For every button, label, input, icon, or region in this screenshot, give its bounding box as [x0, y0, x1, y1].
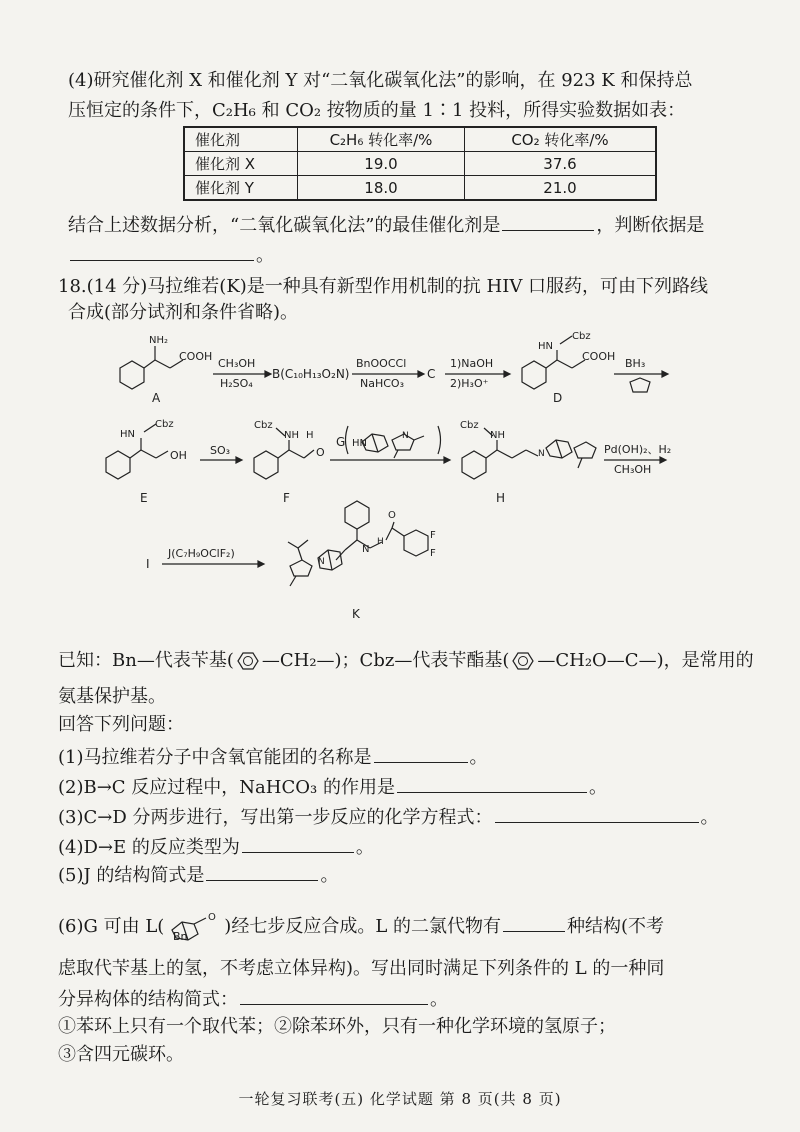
table-row	[184, 176, 656, 201]
label-e: E	[140, 491, 148, 505]
subquestion-6-line3	[58, 986, 740, 1013]
period: 。	[588, 777, 607, 798]
table-row	[184, 152, 656, 176]
catalyst-data-table	[183, 126, 657, 201]
q17-4-line1: (4)研究催化剂 X 和催化剂 Y 对“二氧化碳氧化法”的影响，在 923 K 和保持总	[68, 70, 693, 91]
benzene-ring-icon	[509, 650, 537, 672]
k-n-label: N	[362, 544, 370, 555]
e-hn-label: HN	[120, 429, 135, 440]
molecule-l-bn-label: Bn	[173, 930, 188, 943]
subquestion-2	[58, 774, 740, 801]
d-hn-label: HN	[538, 341, 553, 352]
d-cbz-label: Cbz	[572, 331, 591, 342]
subquestion-3	[58, 804, 740, 831]
subquestion-text: (1)马拉维若分子中含氧官能团的名称是	[58, 747, 372, 768]
period: 。	[256, 245, 274, 266]
subquestion-6-line1	[58, 912, 740, 942]
k-ring-n-label: N	[318, 557, 325, 567]
label-g: G	[336, 435, 346, 449]
answer-blank[interactable]	[240, 986, 428, 1005]
label-k: K	[352, 607, 360, 621]
molecule-a	[120, 335, 212, 405]
subquestion-text: (4)D→E 的反应类型为	[58, 837, 240, 858]
h-nh-label: NH	[490, 430, 505, 441]
benzene-ring-icon	[234, 650, 262, 672]
g-hn-label: HN	[352, 438, 367, 449]
page-footer: 一轮复习联考(五) 化学试题 第 8 页(共 8 页)	[238, 1090, 562, 1108]
h-cbz-label: Cbz	[460, 420, 479, 431]
reagent-1-bottom: H₂SO₄	[220, 377, 253, 390]
label-a: A	[152, 391, 161, 405]
period: 。	[469, 747, 488, 768]
condition-line2: ③含四元碳环。	[58, 1044, 184, 1065]
d-cooh-label: COOH	[582, 350, 616, 363]
reagent-2-top: BnOOCCl	[356, 357, 407, 370]
label-h: H	[496, 491, 506, 505]
label-d: D	[553, 391, 563, 405]
a-nh2-label: NH₂	[149, 335, 169, 346]
molecule-f	[254, 420, 325, 505]
label-b: B(C₁₀H₁₃O₂N)	[272, 367, 350, 381]
label-c: C	[427, 367, 436, 381]
q18-line2: 合成(部分试剂和条件省略)。	[68, 302, 299, 323]
reagent-4-top: BH₃	[625, 357, 646, 370]
table-cell: 19.0	[298, 152, 465, 176]
q17-4-line4	[68, 242, 740, 269]
l-o-label: O	[208, 912, 217, 923]
known-text: 已知：Bn—代表苄基(	[58, 650, 234, 671]
f-nh-label: NH	[284, 430, 299, 441]
known-line2: 氨基保护基。	[58, 686, 166, 707]
answer-blank[interactable]	[495, 804, 699, 823]
g-ring-n-label: N	[402, 431, 409, 441]
molecule-k	[288, 501, 436, 621]
known-text: —CH₂O—C—)，是常用的	[537, 650, 754, 671]
e-oh-label: OH	[170, 449, 187, 462]
subquestion-5	[58, 862, 740, 889]
table-header-cell: C₂H₆ 转化率/%	[298, 127, 465, 152]
reagent-7-top: J(C₇H₉OClF₂)	[168, 547, 235, 560]
answer-blank[interactable]	[374, 744, 468, 763]
q17-4-text: ，判断依据是	[596, 215, 705, 236]
molecule-h	[460, 420, 596, 505]
f-h-label: H	[306, 430, 314, 441]
known-text: —CH₂—)；Cbz—代表苄酯基(	[261, 650, 510, 671]
answer-blank[interactable]	[70, 242, 254, 261]
f-cbz-label: Cbz	[254, 420, 273, 431]
molecule-d	[522, 331, 615, 405]
thf-ring	[630, 378, 650, 392]
condition-line1: ①苯环上只有一个取代苯；②除苯环外，只有一种化学环境的氢原子；	[58, 1016, 616, 1037]
label-i: I	[146, 557, 150, 571]
subquestion-text: (5)J 的结构简式是	[58, 865, 205, 886]
subquestion-1	[58, 744, 740, 771]
f-o-label: O	[316, 446, 325, 459]
reagent-1-top: CH₃OH	[218, 357, 256, 370]
subquestion-text: (6)G 可由 L(	[58, 916, 165, 937]
subquestion-text: )经七步反应合成。L 的二氯代物有	[224, 916, 501, 937]
molecule-g	[346, 426, 441, 458]
reagent-5-top: SO₃	[210, 444, 231, 457]
answer-blank[interactable]	[503, 913, 565, 932]
subquestion-text: (3)C→D 分两步进行，写出第一步反应的化学方程式：	[58, 807, 493, 828]
q17-4-line2: 压恒定的条件下，C₂H₆ 和 CO₂ 按物质的量 1∶1 投料，所得实验数据如表：	[68, 100, 686, 121]
e-cbz-label: Cbz	[155, 419, 174, 430]
known-line1	[58, 648, 754, 674]
subquestion-text: 分异构体的结构简式：	[58, 989, 238, 1010]
reagent-6-bottom: CH₃OH	[614, 463, 652, 476]
subquestion-4	[58, 834, 740, 861]
reagent-3-top: 1)NaOH	[450, 357, 494, 370]
subquestion-text: 种结构(不考	[567, 916, 665, 937]
period: 。	[430, 989, 448, 1010]
table-header-row	[184, 127, 656, 152]
period: 。	[320, 865, 339, 886]
period: 。	[700, 807, 719, 828]
a-cooh-label: COOH	[179, 350, 213, 363]
period: 。	[355, 837, 374, 858]
k-f2-label: F	[430, 548, 436, 559]
subquestion-6-line2: 虑取代苄基上的氢，不考虑立体异构)。写出同时满足下列条件的 L 的一种同	[58, 958, 665, 979]
table-cell: 37.6	[465, 152, 657, 176]
k-o-label: O	[388, 510, 396, 521]
table-cell: 催化剂 X	[184, 152, 298, 176]
synthesis-scheme	[0, 330, 800, 630]
table-cell: 21.0	[465, 176, 657, 201]
reagent-3-bottom: 2)H₃O⁺	[450, 377, 489, 390]
table-header-cell: CO₂ 转化率/%	[465, 127, 657, 152]
reagent-2-bottom: NaHCO₃	[360, 377, 404, 390]
table-cell: 催化剂 Y	[184, 176, 298, 201]
q17-4-line3	[68, 212, 740, 239]
table-header-cell: 催化剂	[184, 127, 298, 152]
answer-blank[interactable]	[206, 862, 318, 881]
h-ring-n-label: N	[538, 449, 545, 459]
label-f: F	[283, 491, 290, 505]
molecule-e	[106, 419, 187, 505]
answer-blank[interactable]	[502, 212, 594, 231]
table-cell: 18.0	[298, 176, 465, 201]
answer-blank[interactable]	[397, 774, 587, 793]
answer-prompt: 回答下列问题：	[58, 714, 184, 735]
q18-line1: 18.(14 分)马拉维若(K)是一种具有新型作用机制的抗 HIV 口服药，可由下列路线	[58, 276, 709, 297]
k-h-label: H	[377, 537, 384, 547]
k-f1-label: F	[430, 530, 436, 541]
answer-blank[interactable]	[242, 834, 354, 853]
q17-4-text: 结合上述数据分析，“二氧化碳氧化法”的最佳催化剂是	[68, 215, 501, 236]
subquestion-text: (2)B→C 反应过程中，NaHCO₃ 的作用是	[58, 777, 395, 798]
reagent-6-top: Pd(OH)₂、H₂	[604, 443, 672, 456]
